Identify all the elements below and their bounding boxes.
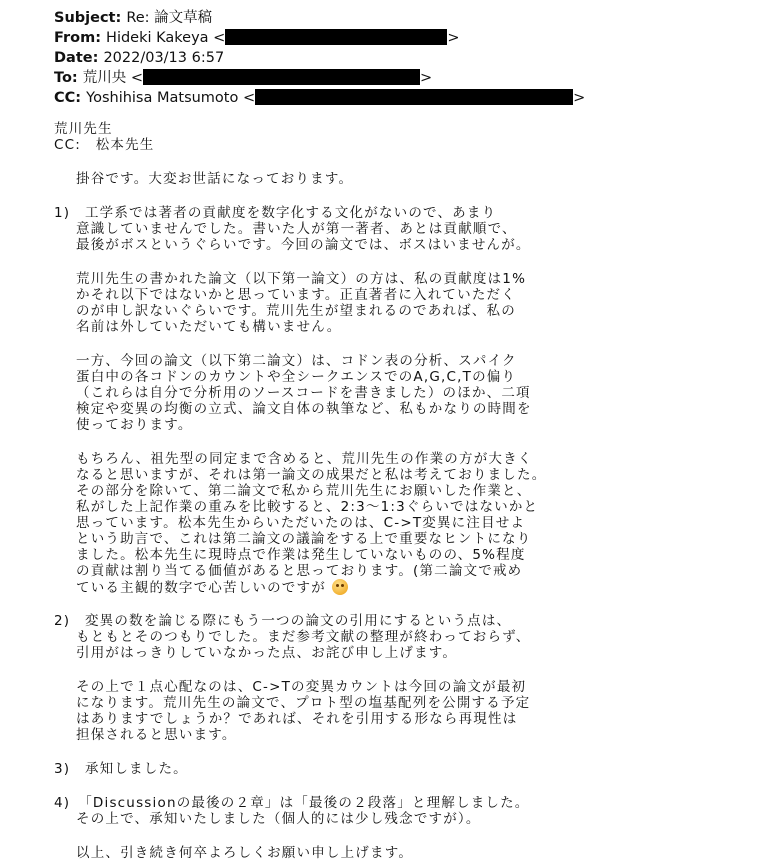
to-label: To: bbox=[54, 70, 83, 86]
text-line: のが申し訳ないぐらいです。荒川先生が望まれるのであれば、私の bbox=[76, 303, 516, 319]
text-line: もともとそのつもりでした。まだ参考文献の整理が終わっておらず、 bbox=[76, 629, 531, 645]
cc-label: CC: bbox=[54, 90, 87, 106]
text-line: 意識していませんでした。書いた人が第一著者、あとは貢献順で、 bbox=[76, 221, 517, 237]
text-line: ました。松本先生に現時点で作業は発生していないものの、5%程度 bbox=[76, 547, 526, 563]
from-email-redaction bbox=[225, 29, 447, 45]
date-line bbox=[54, 48, 744, 68]
text-line: 1) 工学系では著者の貢献度を数字化する文化がないので、あまり bbox=[54, 205, 497, 221]
date-label: Date: bbox=[54, 50, 104, 66]
text-line: 私がした上記作業の重みを比較すると、2:3～1:3ぐらいではないかと bbox=[76, 499, 539, 515]
text-line: その部分を除いて、第二論文で私から荒川先生にお願いした作業と、 bbox=[76, 483, 532, 499]
paragraph-4 bbox=[54, 451, 744, 595]
greeting-cc: CC: 松本先生 bbox=[54, 137, 155, 153]
text-line: 一方、今回の論文（以下第二論文）は、コドン表の分析、スパイク bbox=[76, 353, 517, 369]
paragraph-7: 3) 承知しました。 bbox=[54, 761, 188, 777]
closing-line: 以上、引き続き何卒よろしくお願い申し上げます。 bbox=[76, 845, 414, 861]
from-label: From: bbox=[54, 30, 107, 46]
text-line: 使っております。 bbox=[76, 417, 193, 433]
text-line: という助言で、これは第二論文の議論をする上で重要なヒントになり bbox=[76, 531, 532, 547]
text-line: 最後がボスというぐらいです。今回の論文では、ボスはいませんが。 bbox=[76, 237, 531, 253]
paragraph-3 bbox=[54, 353, 744, 433]
text-line: はありますでしょうか？であれば、それを引用する形なら再現性は bbox=[76, 711, 518, 727]
cc-value: Yoshihisa Matsumoto < bbox=[86, 90, 256, 106]
text-line: になります。荒川先生の論文で、プロト型の塩基配列を公開する予定 bbox=[76, 695, 531, 711]
text-line-with-emoji bbox=[54, 579, 744, 595]
paragraph-1 bbox=[54, 205, 744, 253]
subject-label: Subject: bbox=[54, 10, 127, 26]
text-line: 名前は外していただいても構いません。 bbox=[76, 319, 342, 335]
intro-line: 掛谷です。大変お世話になっております。 bbox=[76, 171, 354, 187]
text-line: 思っています。松本先生からいただいたのは、C->T変異に注目せよ bbox=[76, 515, 526, 531]
text-line: 担保されると思います。 bbox=[76, 727, 237, 743]
date-value: 2022/03/13 6:57 bbox=[103, 50, 225, 66]
text-line: なると思いますが、それは第一論文の成果だと私は考えておりました。 bbox=[76, 467, 547, 483]
sweat-smile-emoji-icon bbox=[332, 579, 348, 595]
from-value: Hideki Kakeya < bbox=[106, 30, 226, 46]
text-line: その上で１点心配なのは、C->Tの変異カウントは今回の論文が最初 bbox=[76, 679, 527, 695]
paragraph-8 bbox=[54, 795, 744, 827]
to-email-redaction bbox=[143, 69, 420, 85]
text-line: 荒川先生の書かれた論文（以下第一論文）の方は、私の貢献度は1% bbox=[76, 271, 527, 287]
text-line: 蛋白中の各コドンのカウントや全シークエンスでのA,G,C,Tの偏り bbox=[76, 369, 517, 385]
text-line: 2) 変異の数を論じる際にもう一つの論文の引用にするという点は、 bbox=[54, 613, 512, 629]
text-line: の貢献は割り当てる価値があると思っております。(第二論文で戒め bbox=[76, 563, 523, 579]
greeting-recipient: 荒川先生 bbox=[54, 121, 113, 137]
from-line bbox=[54, 28, 744, 48]
text-line: （これらは自分で分析用のソースコードを書きました）のほか、二項 bbox=[76, 385, 531, 401]
to-value: 荒川央 < bbox=[82, 70, 144, 86]
text-line: かそれ以下ではないかと思っています。正直著者に入れていただく bbox=[76, 287, 516, 303]
subject-value: Re: 論文草稿 bbox=[126, 10, 213, 26]
cc-email-redaction bbox=[255, 89, 573, 105]
email-body bbox=[54, 121, 744, 861]
subject-line bbox=[54, 8, 744, 28]
text-line: ている主観的数字で心苦しいのですが bbox=[76, 580, 326, 596]
paragraph-2 bbox=[54, 271, 744, 335]
paragraph-5 bbox=[54, 613, 744, 661]
text-line: 検定や変異の均衡の立式、論文自体の執筆など、私もかなりの時間を bbox=[76, 401, 532, 417]
from-tail: > bbox=[447, 30, 460, 46]
paragraph-6 bbox=[54, 679, 744, 743]
to-tail: > bbox=[420, 70, 433, 86]
text-line: もちろん、祖先型の同定まで含めると、荒川先生の作業の方が大きく bbox=[76, 451, 533, 467]
cc-tail: > bbox=[573, 90, 586, 106]
cc-line bbox=[54, 88, 744, 108]
text-line: 4) 「Discussionの最後の２章」は「最後の２段落」と理解しました。 bbox=[54, 795, 530, 811]
text-line: その上で、承知いたしました（個人的には少し残念ですが）。 bbox=[76, 811, 481, 827]
email-header bbox=[54, 8, 744, 108]
text-line: 引用がはっきりしていなかった点、お詫び申し上げます。 bbox=[76, 645, 458, 661]
to-line bbox=[54, 68, 744, 88]
